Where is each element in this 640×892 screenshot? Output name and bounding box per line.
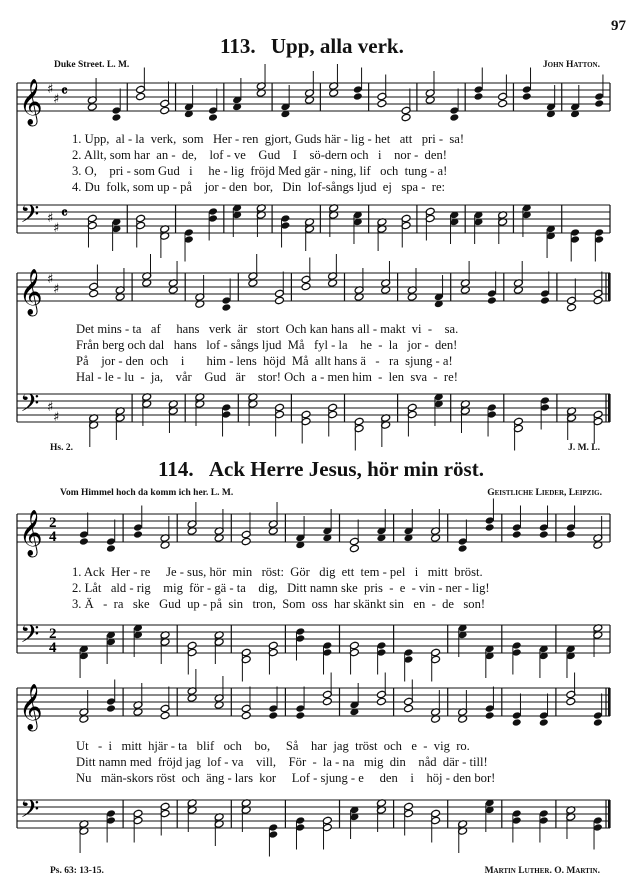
hymn-113-s1-verse-3: 3. O, pri - som Gud i he - lig fröjd Med gär - ning, lif och tung - a! [72, 164, 448, 178]
hymn-114-system-1-bass-clef: 𝄢 [20, 620, 40, 655]
page-number: 97 [611, 18, 626, 34]
hymn-113-system-1-treble-note [522, 92, 532, 101]
hymn-113-composer: John Hatton. [542, 60, 600, 70]
hymn-113-system-1-treble-note [377, 99, 387, 108]
hymn-113-tune: Duke Street. L. M. [54, 60, 130, 70]
hymn-114-system-1-treble-note [241, 537, 251, 546]
hymn-114-footer-right: Martin Luther. O. Martin. [484, 866, 600, 876]
hymn-114-composer: Geistliche Lieder, Leipzig. [487, 488, 602, 498]
hymn-114-system-1-treble-note [566, 530, 576, 539]
hymn-113-s2-verse-2: Från berg och dal hans lof - sångs ljud Må fyl - la he - la jor - den! [76, 338, 458, 352]
hymn-113-system-1-treble-note [473, 92, 483, 101]
hymn-114-system-2-treble-note [404, 704, 414, 713]
hymn-114-system-1-time-top: 2 [49, 626, 57, 642]
hymn-113-title: Upp, alla verk. [270, 34, 404, 58]
hymn-114-system-2-bass-clef: 𝄢 [20, 795, 40, 830]
hymn-114-system-2-treble-note [160, 711, 170, 720]
hymn-114-system-1-time-bottom: 4 [49, 529, 57, 545]
hymn-114-system-1-treble-note [106, 544, 116, 553]
hymn-113-system-1-key-sharp: ♯ [53, 92, 60, 107]
hymn-113-system-1-treble-note [160, 106, 170, 115]
hymn-113-system-2-key-sharp: ♯ [47, 272, 54, 287]
hymn-113-system-1-treble-note [594, 99, 604, 108]
hymn-113-system-2-treble-note [540, 296, 550, 305]
hymn-113-footer-right: J. M. L. [568, 443, 600, 453]
hymn-113-system-1-treble-note [498, 99, 508, 108]
hymn-113-system-2-bass-clef: 𝄢 [20, 389, 40, 424]
hymn-114-system-2-treble-note [295, 711, 305, 720]
hymn-114-s2-verse-2: Ditt namn med fröjd jag lof - va vill, För - la - na mig din nåd där - till! [76, 755, 488, 769]
hymn-114-footer-left: Ps. 63: 13-15. [50, 866, 104, 876]
hymn-114-system-1-treble-note [79, 537, 89, 546]
hymn-114-s2-verse-1: Ut - i mitt hjär - ta blif och bo, Så har jag tröst och e - vig ro. [76, 739, 470, 753]
hymn-113-system-1-bass-clef: 𝄢 [20, 200, 40, 235]
hymn-113-system-1-treble-note [401, 113, 411, 122]
hymn-114-s2-verse-3: Nu män-skors röst och äng - lars kor Lof - sjung - e den i höj - den bor! [76, 771, 496, 785]
hymn-113-system-2-treble-note [301, 282, 311, 291]
hymn-114-system-2-treble-note [106, 704, 116, 713]
hymn-114-system-1-treble-note [349, 544, 359, 553]
hymn-113-system-2-treble-clef: 𝄞 [19, 269, 43, 315]
hymn-114-system-1-treble-note [485, 523, 495, 532]
hymn-114-system-2-treble-note [593, 718, 603, 727]
hymn-113-system-2-key-sharp: ♯ [53, 410, 60, 425]
hymn-114-system-2-treble-note [268, 711, 278, 720]
hymn-113-system-2-final-barline [608, 273, 611, 301]
hymn-113-system-1-treble-note [111, 113, 121, 122]
hymn-114-system-2-treble-note [241, 711, 251, 720]
hymn-114-system-1-treble-clef: 𝄞 [19, 510, 43, 556]
hymn-113-system-1-key-sharp: ♯ [47, 211, 54, 226]
hymn-114-system-2-treble-clef: 𝄞 [19, 684, 43, 730]
hymn-114-system-2-final-barline [608, 688, 611, 716]
hymn-113-system-1-treble-clef: 𝄞 [19, 79, 43, 125]
hymn-113-system-2-key-sharp: ♯ [47, 400, 54, 415]
hymn-114-system-1-time-bottom: 4 [49, 640, 57, 656]
hymn-113-system-1-time-top: 𝄴 [61, 206, 68, 222]
hymn-114-system-2-treble-note [512, 718, 522, 727]
hymn-114-system-2-treble-note [566, 697, 576, 706]
hymn-113-number: 113. [220, 34, 256, 58]
hymn-113-system-1-key-sharp: ♯ [53, 221, 60, 236]
hymn-114-s1-verse-1: 1. Ack Her - re Je - sus, hör min röst: Gör dig ett tem - pel i mitt bröst. [72, 565, 483, 579]
hymn-113-system-1-treble-note [208, 113, 218, 122]
hymn-114-system-1-treble-note [539, 530, 549, 539]
hymn-114-system-1-treble-note [512, 530, 522, 539]
hymn-113-system-1-treble-note [136, 92, 146, 101]
hymn-114-tune: Vom Himmel hoch da komm ich her. L. M. [60, 488, 234, 498]
hymn-113-system-2-treble-note [593, 296, 603, 305]
hymn-113-system-1-key-sharp: ♯ [47, 82, 54, 97]
hymn-113-system-2-final-barline [608, 394, 611, 422]
hymn-113-s2-verse-3: På jor - den och i him - lens höjd Må allt hans ä - ra sjung - a! [76, 354, 453, 368]
hymn-113-s1-verse-2: 2. Allt, som har an - de, lof - ve Gud I sö-dern och i nor - den! [72, 148, 447, 162]
hymn-114-s1-verse-3: 3. Ä - ra ske Gud up - på sin tron, Som oss har skänkt sin en - de son! [72, 597, 486, 611]
hymn-114-number: 114. [158, 457, 194, 481]
hymn-114-system-2-treble-note [376, 697, 386, 706]
hymn-113-s2-verse-4: Hal - le - lu - ja, vår Gud är stor! Och a - men him - len sva - re! [76, 370, 458, 384]
hymn-113-system-2-key-sharp: ♯ [53, 282, 60, 297]
hymn-113-system-1-treble-note [353, 92, 363, 101]
hymn-114-s1-verse-2: 2. Låt ald - rig mig för - gä - ta dig, Ditt namn ske pris - e - vin - ner - lig! [72, 581, 490, 595]
hymn-113-system-2-treble-note [567, 303, 577, 312]
hymn-114-system-2-treble-note [322, 697, 332, 706]
hymn-114-title: Ack Herre Jesus, hör min röst. [208, 457, 484, 481]
hymn-114-system-1-treble-note [133, 530, 143, 539]
hymn-114-system-1-time-top: 2 [49, 515, 57, 531]
hymn-114-system-2-treble-note [539, 718, 549, 727]
hymn-113-system-1-time-top: 𝄴 [61, 84, 68, 100]
hymn-114-system-2-treble-note [485, 711, 495, 720]
hymn-114-system-2-final-barline [608, 800, 611, 828]
hymn-113-footer-left: Hs. 2. [50, 443, 73, 453]
hymn-114-system-1-treble-note [458, 544, 468, 553]
hymn-113-system-2-treble-note [89, 289, 99, 298]
hymn-113-system-2-treble-note [221, 303, 231, 312]
hymn-113-system-2-treble-note [487, 296, 497, 305]
hymn-113-s1-verse-4: 4. Du folk, som up - på jor - den bor, Din lof-sångs ljud ej spa - re: [72, 180, 446, 194]
hymn-113-system-1-treble-note [449, 113, 459, 122]
hymn-113-system-2-treble-note [274, 296, 284, 305]
hymn-113-s2-verse-1: Det mins - ta af hans verk är stort Och kan hans all - makt vi - sa. [76, 322, 459, 336]
hymn-113-s1-verse-1: 1. Upp, al - la verk, som Her - ren gjort, Guds här - lig - het att pri - sa! [72, 132, 465, 146]
